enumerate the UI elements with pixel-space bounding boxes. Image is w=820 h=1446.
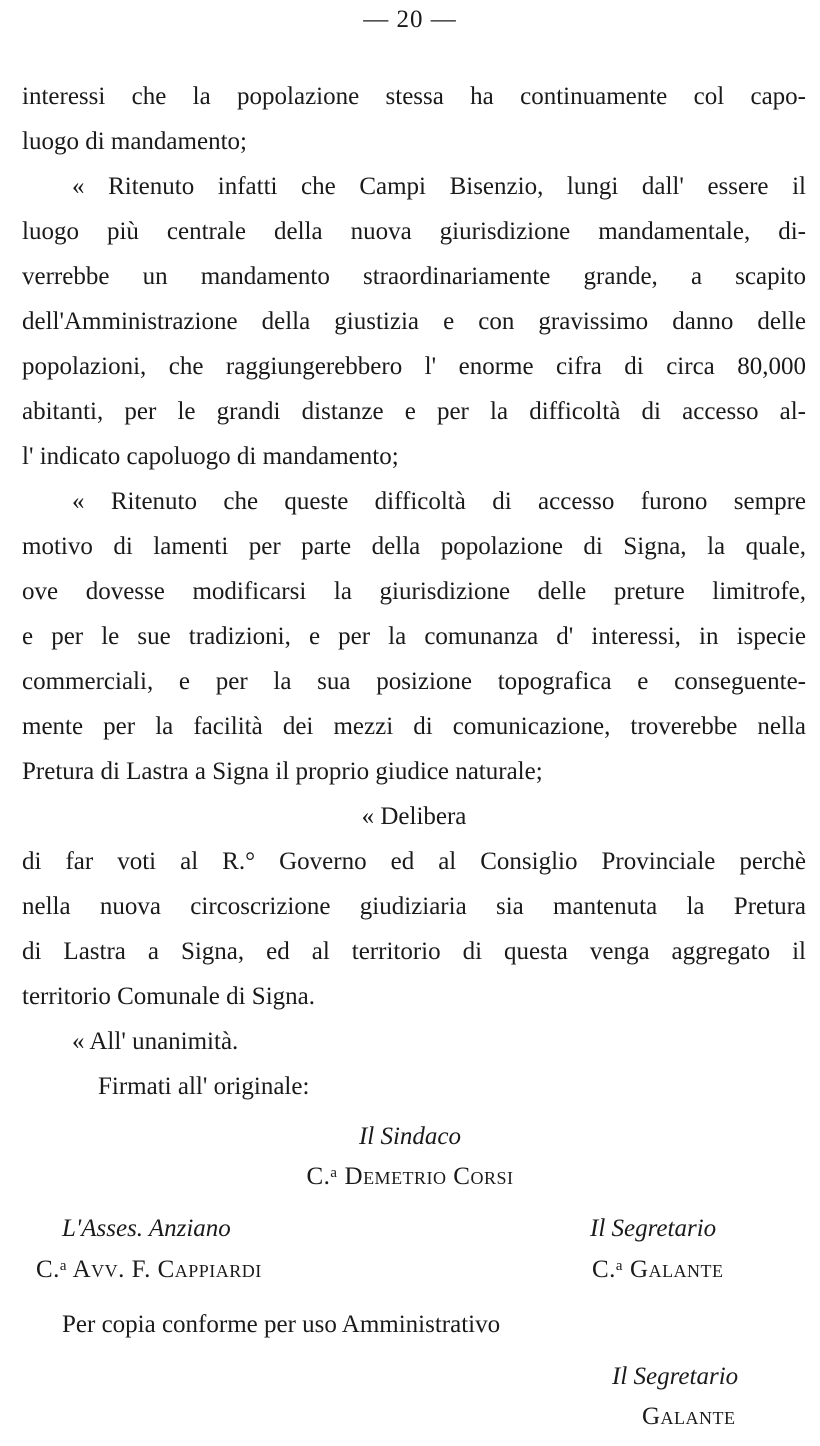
text-line: « Ritenuto che queste difficoltà di accesso furono sempre [72,488,806,515]
sindaco-title: Il Sindaco [358,1123,462,1150]
delibera-heading: « Delibera [361,803,467,830]
certified-copy-note: Per copia conforme per uso Amministrativo [62,1311,501,1338]
text-line: abitanti, per le grandi distanze e per la difficoltà di accesso al- [22,398,806,425]
text-line: Pretura di Lastra a Signa il proprio giudice naturale; [22,758,543,785]
text-line: mente per la facilità dei mezzi di comunicazione, troverebbe nella [22,713,806,740]
unanimity-line: « All' unanimità. [72,1028,239,1055]
sindaco-name: C.ᵃ Demetrio Corsi [306,1163,514,1190]
final-secretary-title: Il Segretario [612,1363,739,1390]
text-line: commerciali, e per la sua posizione topografica e conseguente- [22,668,806,695]
text-line: luogo di mandamento; [22,128,247,155]
text-line: ove dovesse modificarsi la giurisdizione delle preture limitrofe, [22,578,806,605]
text-line: di far voti al R.° Governo ed al Consiglio Provinciale perchè [22,848,806,875]
text-line: luogo più centrale della nuova giurisdizione mandamentale, di- [22,218,806,245]
text-line: l' indicato capoluogo di mandamento; [22,443,399,470]
text-line: e per le sue tradizioni, e per la comunanza d' interessi, in ispecie [22,623,806,650]
text-line: di Lastra a Signa, ed al territorio di questa venga aggregato il [22,938,806,965]
assessore-title: L'Asses. Anziano [62,1215,231,1242]
text-line: verrebbe un mandamento straordinariamente grande, a scapito [22,263,806,290]
text-line: nella nuova circoscrizione giudiziaria sia mantenuta la Pretura [22,893,806,920]
text-line: dell'Amministrazione della giustizia e con gravissimo danno delle [22,308,806,335]
text-line: territorio Comunale di Signa. [22,983,316,1010]
text-line: motivo di lamenti per parte della popolazione di Signa, la quale, [22,533,806,560]
text-line: popolazioni, che raggiungerebbero l' enorme cifra di circa 80,000 [22,353,806,380]
segretario-name: C.ᵃ Galante [592,1256,724,1283]
final-secretary-name: Galante [642,1403,736,1430]
segretario-title: Il Segretario [590,1215,717,1242]
text-line: « Ritenuto infatti che Campi Bisenzio, lungi dall' essere il [72,173,806,200]
document-body [22,74,806,1109]
assessore-name: C.ᵃ Avv. F. Cappiardi [36,1256,262,1283]
signed-original-line: Firmati all' originale: [98,1073,310,1100]
page-number: — 20 — [363,6,457,33]
text-line: interessi che la popolazione stessa ha continuamente col capo- [22,83,806,110]
